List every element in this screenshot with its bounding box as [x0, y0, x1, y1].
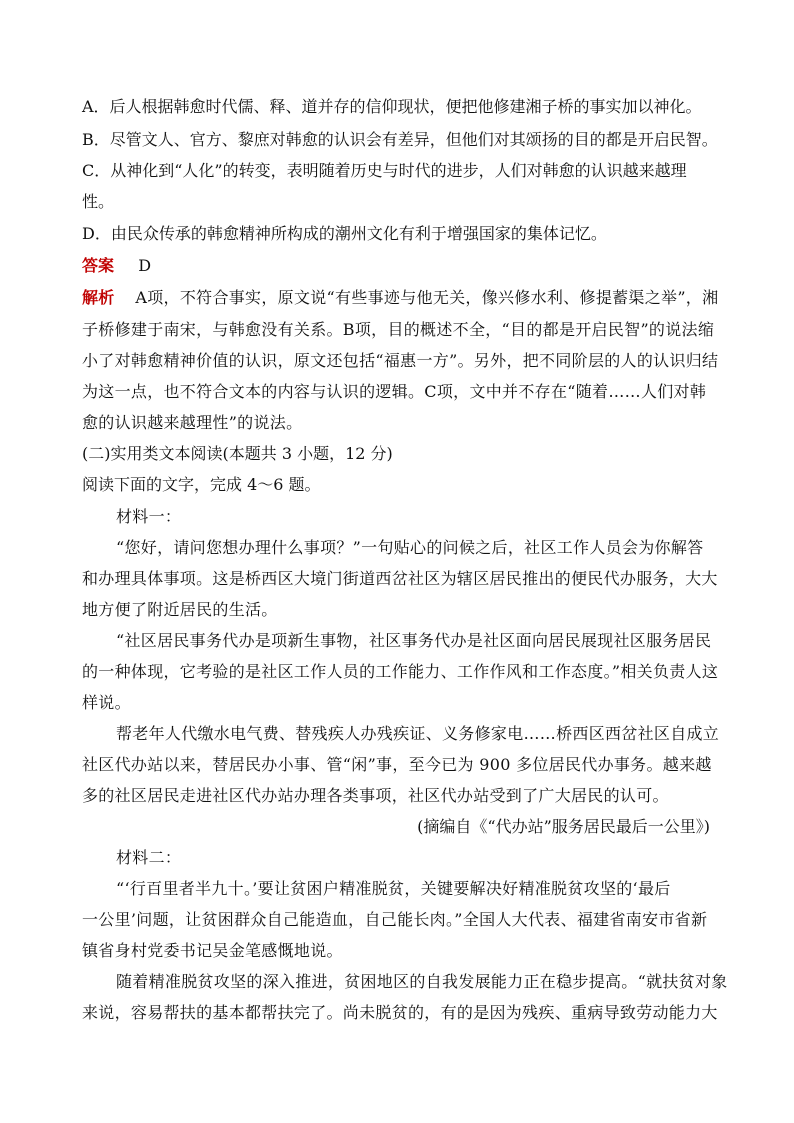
analysis-label: 解析 — [82, 288, 115, 307]
section-instruction: 阅读下面的文字，完成 4～6 题。 — [82, 475, 321, 494]
option-c-line1: C．从神化到“人化”的转变，表明随着历史与时代的进步，人们对韩愈的认识越来越理 — [82, 161, 687, 180]
section-title: (二)实用类文本阅读(本题共 3 小题，12 分) — [82, 444, 393, 463]
material2-p1-line3: 镇省身村党委书记吴金笔感慨地说。 — [82, 941, 343, 960]
material1-p1-line2: 和办理具体事项。这是桥西区大境门街道西岔社区为辖区居民推出的便民代办服务，大大 — [82, 569, 718, 588]
material2-heading: 材料二： — [116, 848, 182, 867]
material1-p2-line3: 样说。 — [82, 693, 131, 712]
material2-p1-line1: “‘行百里者半九十。’要让贫困户精准脱贫，关键要解决好精准脱贫攻坚的‘最后 — [116, 879, 671, 898]
analysis-line-5: 愈的认识越来越理性”的说法。 — [82, 413, 303, 432]
analysis-text-1: A项，不符合事实，原文说“有些事迹与他无关，像兴修水利、修提蓄渠之举”，湘 — [135, 288, 719, 307]
material1-p2-line2: 的一种体现，它考验的是社区工作人员的工作能力、工作作风和工作态度。”相关负责人这 — [82, 662, 719, 681]
analysis-line-1 — [82, 288, 719, 308]
material1-p2-line1: “社区居民事务代办是项新生事物，社区事务代办是社区面向居民展现社区服务居民 — [116, 631, 712, 650]
analysis-line-3: 小了对韩愈精神价值的认识，原文还包括“福惠一方”。另外，把不同阶层的人的认识归结 — [82, 351, 719, 370]
material2-p1-line2: 一公里’问题，让贫困群众自己能造血，自己能长肉。”全国人大代表、福建省南安市省新 — [82, 910, 708, 929]
material1-p3-line3: 多的社区居民走进社区代办站办理各类事项，社区代办站受到了广大居民的认可。 — [82, 786, 669, 805]
material2-p2-line2: 来说，容易帮扶的基本都帮扶完了。尚未脱贫的，有的是因为残疾、重病导致劳动能力大 — [82, 1003, 718, 1022]
material1-p1-line1: “您好，请问您想办理什么事项？”一句贴心的问候之后，社区工作人员会为你解答 — [116, 538, 704, 557]
answer-label: 答案 — [82, 256, 115, 275]
analysis-line-2: 子桥修建于南宋，与韩愈没有关系。B项，目的概述不全，“目的都是开启民智”的说法缩 — [82, 320, 715, 339]
material2-p2-line1: 随着精准脱贫攻坚的深入推进，贫困地区的自我发展能力正在稳步提高。“就扶贫对象 — [116, 972, 728, 991]
option-c-line2: 性。 — [82, 192, 115, 211]
material1-source: (摘编自《“代办站”服务居民最后一公里》) — [417, 817, 710, 836]
option-a: A．后人根据韩愈时代儒、释、道并存的信仰现状，便把他修建湘子桥的事实加以神化。 — [82, 97, 702, 116]
answer-row — [82, 256, 151, 276]
material1-p1-line3: 地方便了附近居民的生活。 — [82, 600, 278, 619]
material1-p3-line2: 社区代办站以来，替居民办小事、管“闲”事，至今已为 900 多位居民代办事务。越来越 — [82, 755, 712, 774]
option-b: B．尽管文人、官方、黎庶对韩愈的认识会有差异，但他们对其颂扬的目的都是开启民智。 — [82, 130, 718, 149]
analysis-line-4: 为这一点，也不符合文本的内容与认识的逻辑。C项，文中并不存在“随着……人们对韩 — [82, 382, 707, 401]
material1-heading: 材料一： — [116, 507, 182, 526]
option-d: D．由民众传承的韩愈精神所构成的潮州文化有利于增强国家的集体记忆。 — [82, 224, 607, 243]
answer-value: D — [138, 256, 152, 275]
material1-p3-line1: 帮老年人代缴水电气费、替残疾人办残疾证、义务修家电……桥西区西岔社区自成立 — [116, 724, 720, 743]
